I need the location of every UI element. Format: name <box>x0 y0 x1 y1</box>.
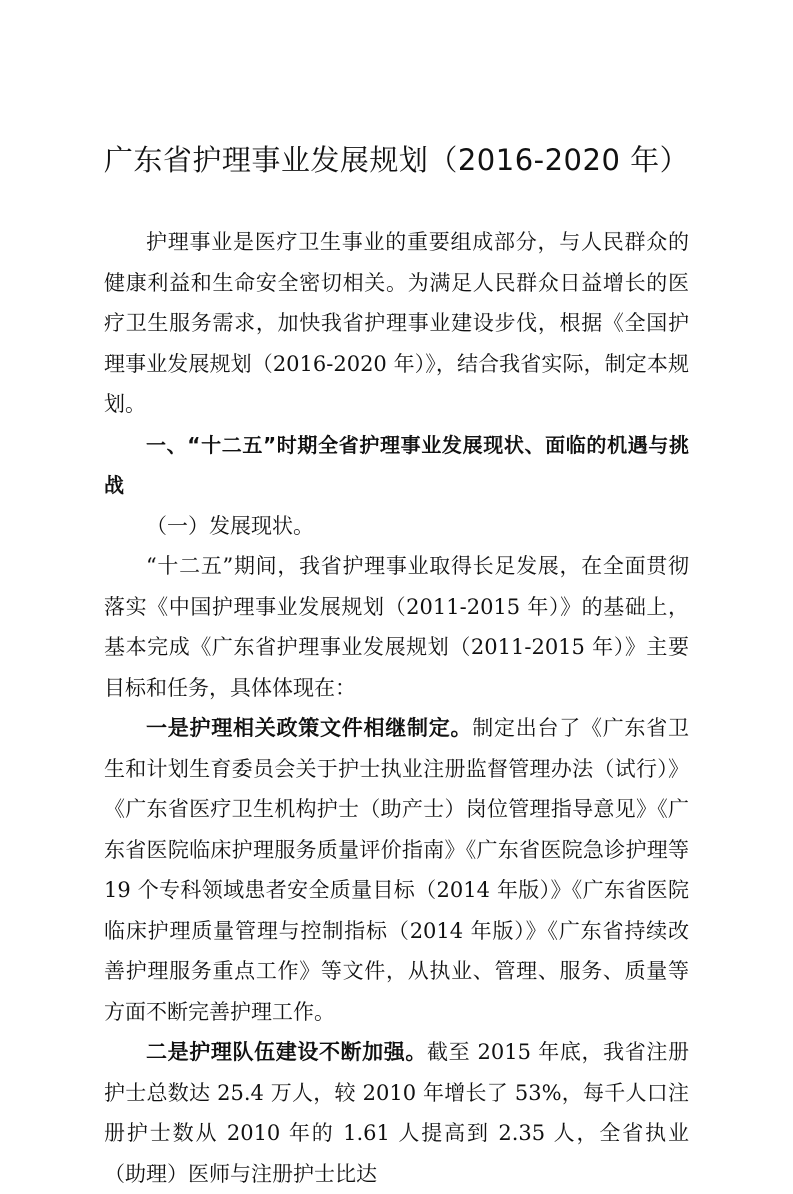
document-body <box>104 222 689 1194</box>
subsection-heading: （一）发展现状。 <box>146 513 314 538</box>
point-lead-policy: 一是护理相关政策文件相继制定。 <box>146 716 473 740</box>
point-paragraph-policy <box>104 708 689 1032</box>
point-paragraph-workforce <box>104 1032 689 1194</box>
section-heading: 一、“十二五”时期全省护理事业发展现状、面临的机遇与挑战 <box>104 432 689 497</box>
point-text-policy: 制定出台了《广东省卫生和计划生育委员会关于护士执业注册监督管理办法（试行）》《广东省医疗卫生机构护士（助产士）岗位管理指导意见》《广东省医院临床护理服务质量评价指南》《广东省医院急诊护理等 19 个专科领域患者安全质量目标（2014 年版）》《广东省医院临床护理质量管理与控制指标（2014 年版）》《广东省持续改善护理服务重点工作》等文件，从执业、管理、服务、质量等方面不断完善护理工作。 <box>104 716 689 1024</box>
document-title: 广东省护理事业发展规划（2016-2020 年） <box>103 143 690 177</box>
point-text-workforce: 截至 2015 年底，我省注册护士总数达 25.4 万人，较 2010 年增长了 53%，每千人口注册护士数从 2010 年的 1.61 人提高到 2.35 人，全省执业（助理）医师与注册护士比达 <box>104 1040 689 1186</box>
overview-paragraph: “十二五”期间，我省护理事业取得长足发展，在全面贯彻落实《中国护理事业发展规划（2011-2015 年）》的基础上，基本完成《广东省护理事业发展规划（2011-2015 年）》主要目标和任务，具体体现在： <box>104 554 689 700</box>
intro-paragraph: 护理事业是医疗卫生事业的重要组成部分，与人民群众的健康利益和生命安全密切相关。为满足人民群众日益增长的医疗卫生服务需求，加快我省护理事业建设步伐，根据《全国护理事业发展规划（2016-2020 年）》，结合我省实际，制定本规划。 <box>104 230 689 416</box>
point-lead-workforce: 二是护理队伍建设不断加强。 <box>146 1040 428 1064</box>
